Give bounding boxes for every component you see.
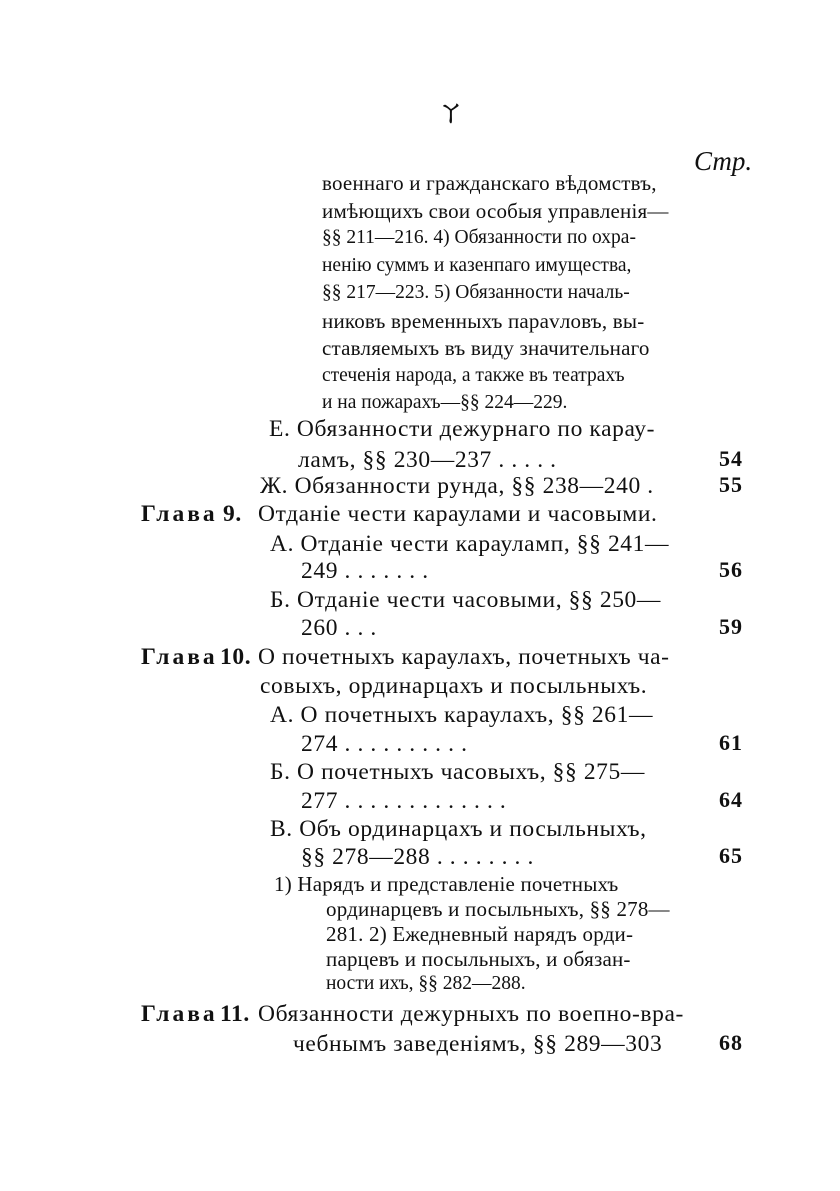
toc-entry-line: ламъ, §§ 230—237 . . . . .	[298, 447, 557, 473]
continuation-line: имѣющихъ свои особыя управленія—	[322, 199, 669, 223]
chapter-title: О почетныхъ караулахъ, почетныхъ ча-	[258, 644, 670, 670]
toc-entry-line: 260 . . .	[301, 615, 377, 641]
chapter-label: Глава	[141, 501, 218, 527]
toc-entry-line: §§ 278—288 . . . . . . . .	[301, 844, 534, 870]
chapter-number: 10.	[220, 644, 252, 670]
continuation-line: никовъ временныхъ параvловъ, вы-	[322, 309, 645, 333]
chapter-label: Глава	[141, 644, 218, 670]
continuation-line: ненію суммъ и казенпаго имущества,	[322, 255, 632, 276]
toc-page-number: 64	[719, 787, 743, 812]
continuation-line: военнаго и гражданскаго вѣдомствъ,	[322, 171, 657, 195]
toc-page-number: 56	[719, 557, 743, 582]
sub-entry-line: 1) Нарядъ и представленіе почетныхъ	[274, 872, 619, 896]
toc-entry-line: 249 . . . . . . .	[301, 558, 429, 584]
continuation-line: §§ 217—223. 5) Обязанности началь-	[322, 282, 630, 303]
continuation-line: ставляемыхъ въ виду значительнаго	[322, 336, 650, 360]
sub-entry-line: ординарцевъ и посыльныхъ, §§ 278—	[326, 897, 670, 921]
chapter-number: 9.	[223, 501, 242, 527]
toc-entry-line: А. Отданіе чести карауламп, §§ 241—	[270, 531, 670, 557]
chapter-title: Отданіе чести караулами и часовыми.	[258, 501, 658, 527]
toc-page-number: 65	[719, 843, 743, 868]
page-number: ㄚ	[438, 98, 465, 127]
chapter-number: 11.	[220, 1001, 250, 1027]
toc-entry-line: В. Объ ординарцахъ и посыльныхъ,	[270, 816, 647, 842]
sub-entry-line: парцевъ и посыльныхъ, и обязан-	[326, 947, 631, 971]
toc-page-number: 54	[719, 446, 743, 471]
toc-entry-line: А. О почетныхъ караулахъ, §§ 261—	[270, 702, 654, 728]
page-column-header: Стр.	[694, 146, 753, 176]
toc-page-number: 59	[719, 614, 743, 639]
sub-entry-line: ности ихъ, §§ 282—288.	[326, 973, 526, 994]
chapter-label: Глава	[141, 1001, 218, 1027]
toc-entry-line: Е. Обязанности дежурнаго по карау-	[269, 416, 656, 442]
toc-page-number: 68	[719, 1030, 743, 1055]
continuation-line: стеченія народа, а также въ театрахъ	[322, 365, 625, 386]
toc-entry-line: Б. Отданіе чести часовыми, §§ 250—	[270, 587, 661, 613]
toc-page-number: 55	[719, 472, 743, 497]
toc-entry-line: 274 . . . . . . . . . .	[301, 731, 468, 757]
chapter-title: чебнымъ заведеніямъ, §§ 289—303	[293, 1031, 663, 1057]
chapter-title: Обязанности дежурныхъ по воепно-вра-	[258, 1001, 684, 1027]
toc-entry-line: Б. О почетныхъ часовыхъ, §§ 275—	[270, 759, 645, 785]
continuation-line: и на пожарахъ—§§ 224—229.	[322, 392, 568, 413]
toc-entry-line: Ж. Обязанности рунда, §§ 238—240 .	[260, 473, 654, 499]
continuation-line: §§ 211—216. 4) Обязанности по охра-	[322, 227, 636, 248]
chapter-title: совыхъ, ординарцахъ и посыльныхъ.	[260, 673, 648, 699]
toc-entry-line: 277 . . . . . . . . . . . . .	[301, 788, 507, 814]
toc-page-number: 61	[719, 730, 743, 755]
sub-entry-line: 281. 2) Ежедневный нарядъ орди-	[326, 922, 634, 946]
